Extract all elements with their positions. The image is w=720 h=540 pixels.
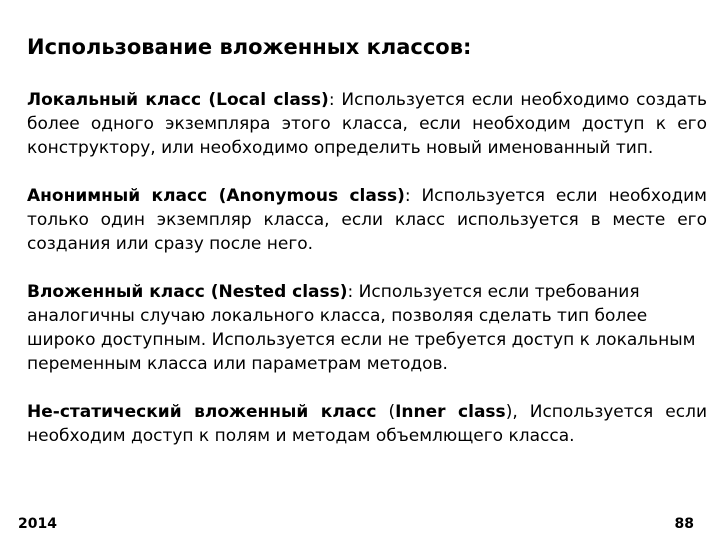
slide-title: Использование вложенных классов: xyxy=(27,35,472,59)
footer-year: 2014 xyxy=(18,516,57,532)
paragraph-inner-class xyxy=(27,400,707,448)
page-number: 88 xyxy=(674,516,694,532)
description-nested-class: : Используется если требования аналогичны случаю локального класса, позволяя сделать тип более широко доступным. Используется если не требуется доступ к локальным переменным класса или параметрам методов. xyxy=(27,282,696,374)
description-anonymous-class: : Используется если необходим только один экземпляр класса, если класс используется в месте его создания или сразу после него. xyxy=(27,186,707,254)
term-inner-class-english: Inner class xyxy=(395,402,506,422)
paragraph-anonymous-class xyxy=(27,184,707,256)
term-inner-class: Не-статический вложенный класс xyxy=(27,402,377,422)
term-nested-class: Вложенный класс (Nested class) xyxy=(27,282,348,302)
description-local-class: : Используется если необходимо создать более одного экземпляра этого класса, если необходим доступ к его конструктору, или необходимо определить новый именованный тип. xyxy=(27,90,708,158)
term-anonymous-class: Анонимный класс (Anonymous class) xyxy=(27,186,405,206)
slide-body xyxy=(27,88,707,448)
paragraph-nested-class xyxy=(27,280,707,376)
paragraph-local-class xyxy=(27,88,707,160)
term-local-class: Локальный класс (Local class) xyxy=(27,90,329,110)
description-inner-class: ), Используется если необходим доступ к полям и методам объемлющего класса. xyxy=(27,402,707,446)
term-inner-class-open: ( xyxy=(376,402,396,422)
